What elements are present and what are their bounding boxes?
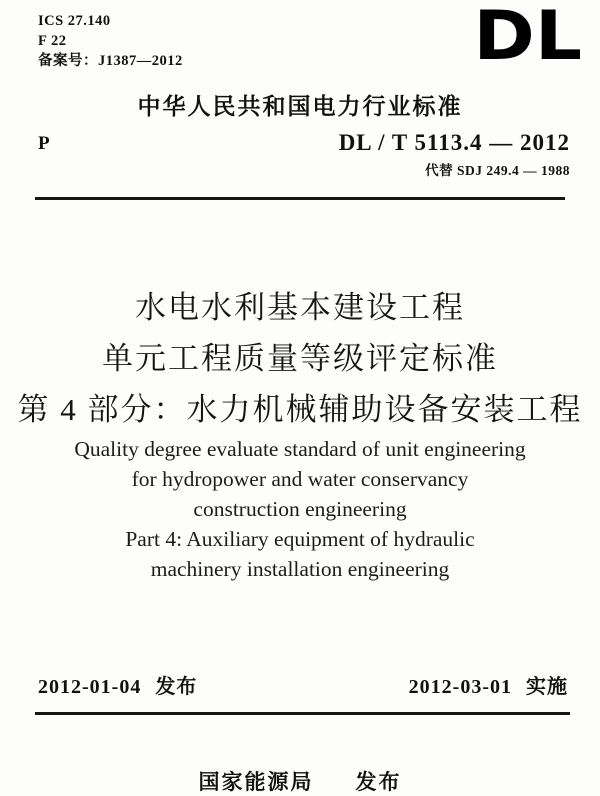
publisher-action: 发布 <box>355 770 402 794</box>
issue-date <box>38 670 197 699</box>
issue-date-label: 发布 <box>155 676 198 698</box>
standard-number-block <box>339 130 570 179</box>
chinese-title-line-3: 第 4 部分：水力机械辅助设备安装工程 <box>17 392 583 427</box>
english-title-line-4: Part 4: Auxiliary equipment of hydraulic <box>125 527 475 551</box>
english-title-line-5: machinery installation engineering <box>150 557 450 581</box>
english-title-line-1: Quality degree evaluate standard of unit engineering <box>74 437 526 461</box>
standard-type-heading: 中华人民共和国电力行业标准 <box>137 94 463 119</box>
ics-code: ICS 27.140 <box>38 13 111 29</box>
bottom-divider-rule <box>35 712 570 715</box>
classification-codes <box>38 11 183 71</box>
implementation-date-label: 实施 <box>526 676 568 698</box>
chinese-title-line-1: 水电水利基本建设工程 <box>135 290 465 325</box>
issue-date-value: 2012-01-04 <box>38 676 142 698</box>
dl-logo: DL <box>473 0 582 76</box>
record-number: 备案号：J1387—2012 <box>38 53 183 69</box>
english-title <box>0 434 600 584</box>
chinese-title-line-2: 单元工程质量等级评定标准 <box>102 341 498 376</box>
implementation-date <box>409 670 568 699</box>
dates-row <box>38 670 568 699</box>
english-title-line-2: for hydropower and water conservancy <box>131 467 469 491</box>
p-mark: P <box>38 133 50 154</box>
class-code: F 22 <box>38 33 67 49</box>
publisher-name: 国家能源局 <box>198 770 314 794</box>
implementation-date-value: 2012-03-01 <box>408 676 512 698</box>
chinese-title <box>0 282 600 435</box>
publisher-row <box>0 766 600 796</box>
replaced-standard: 代替 SDJ 249.4 — 1988 <box>425 163 570 178</box>
standard-number: DL / T 5113.4 — 2012 <box>338 130 570 155</box>
english-title-line-3: construction engineering <box>193 497 407 521</box>
top-divider-rule <box>35 197 565 200</box>
